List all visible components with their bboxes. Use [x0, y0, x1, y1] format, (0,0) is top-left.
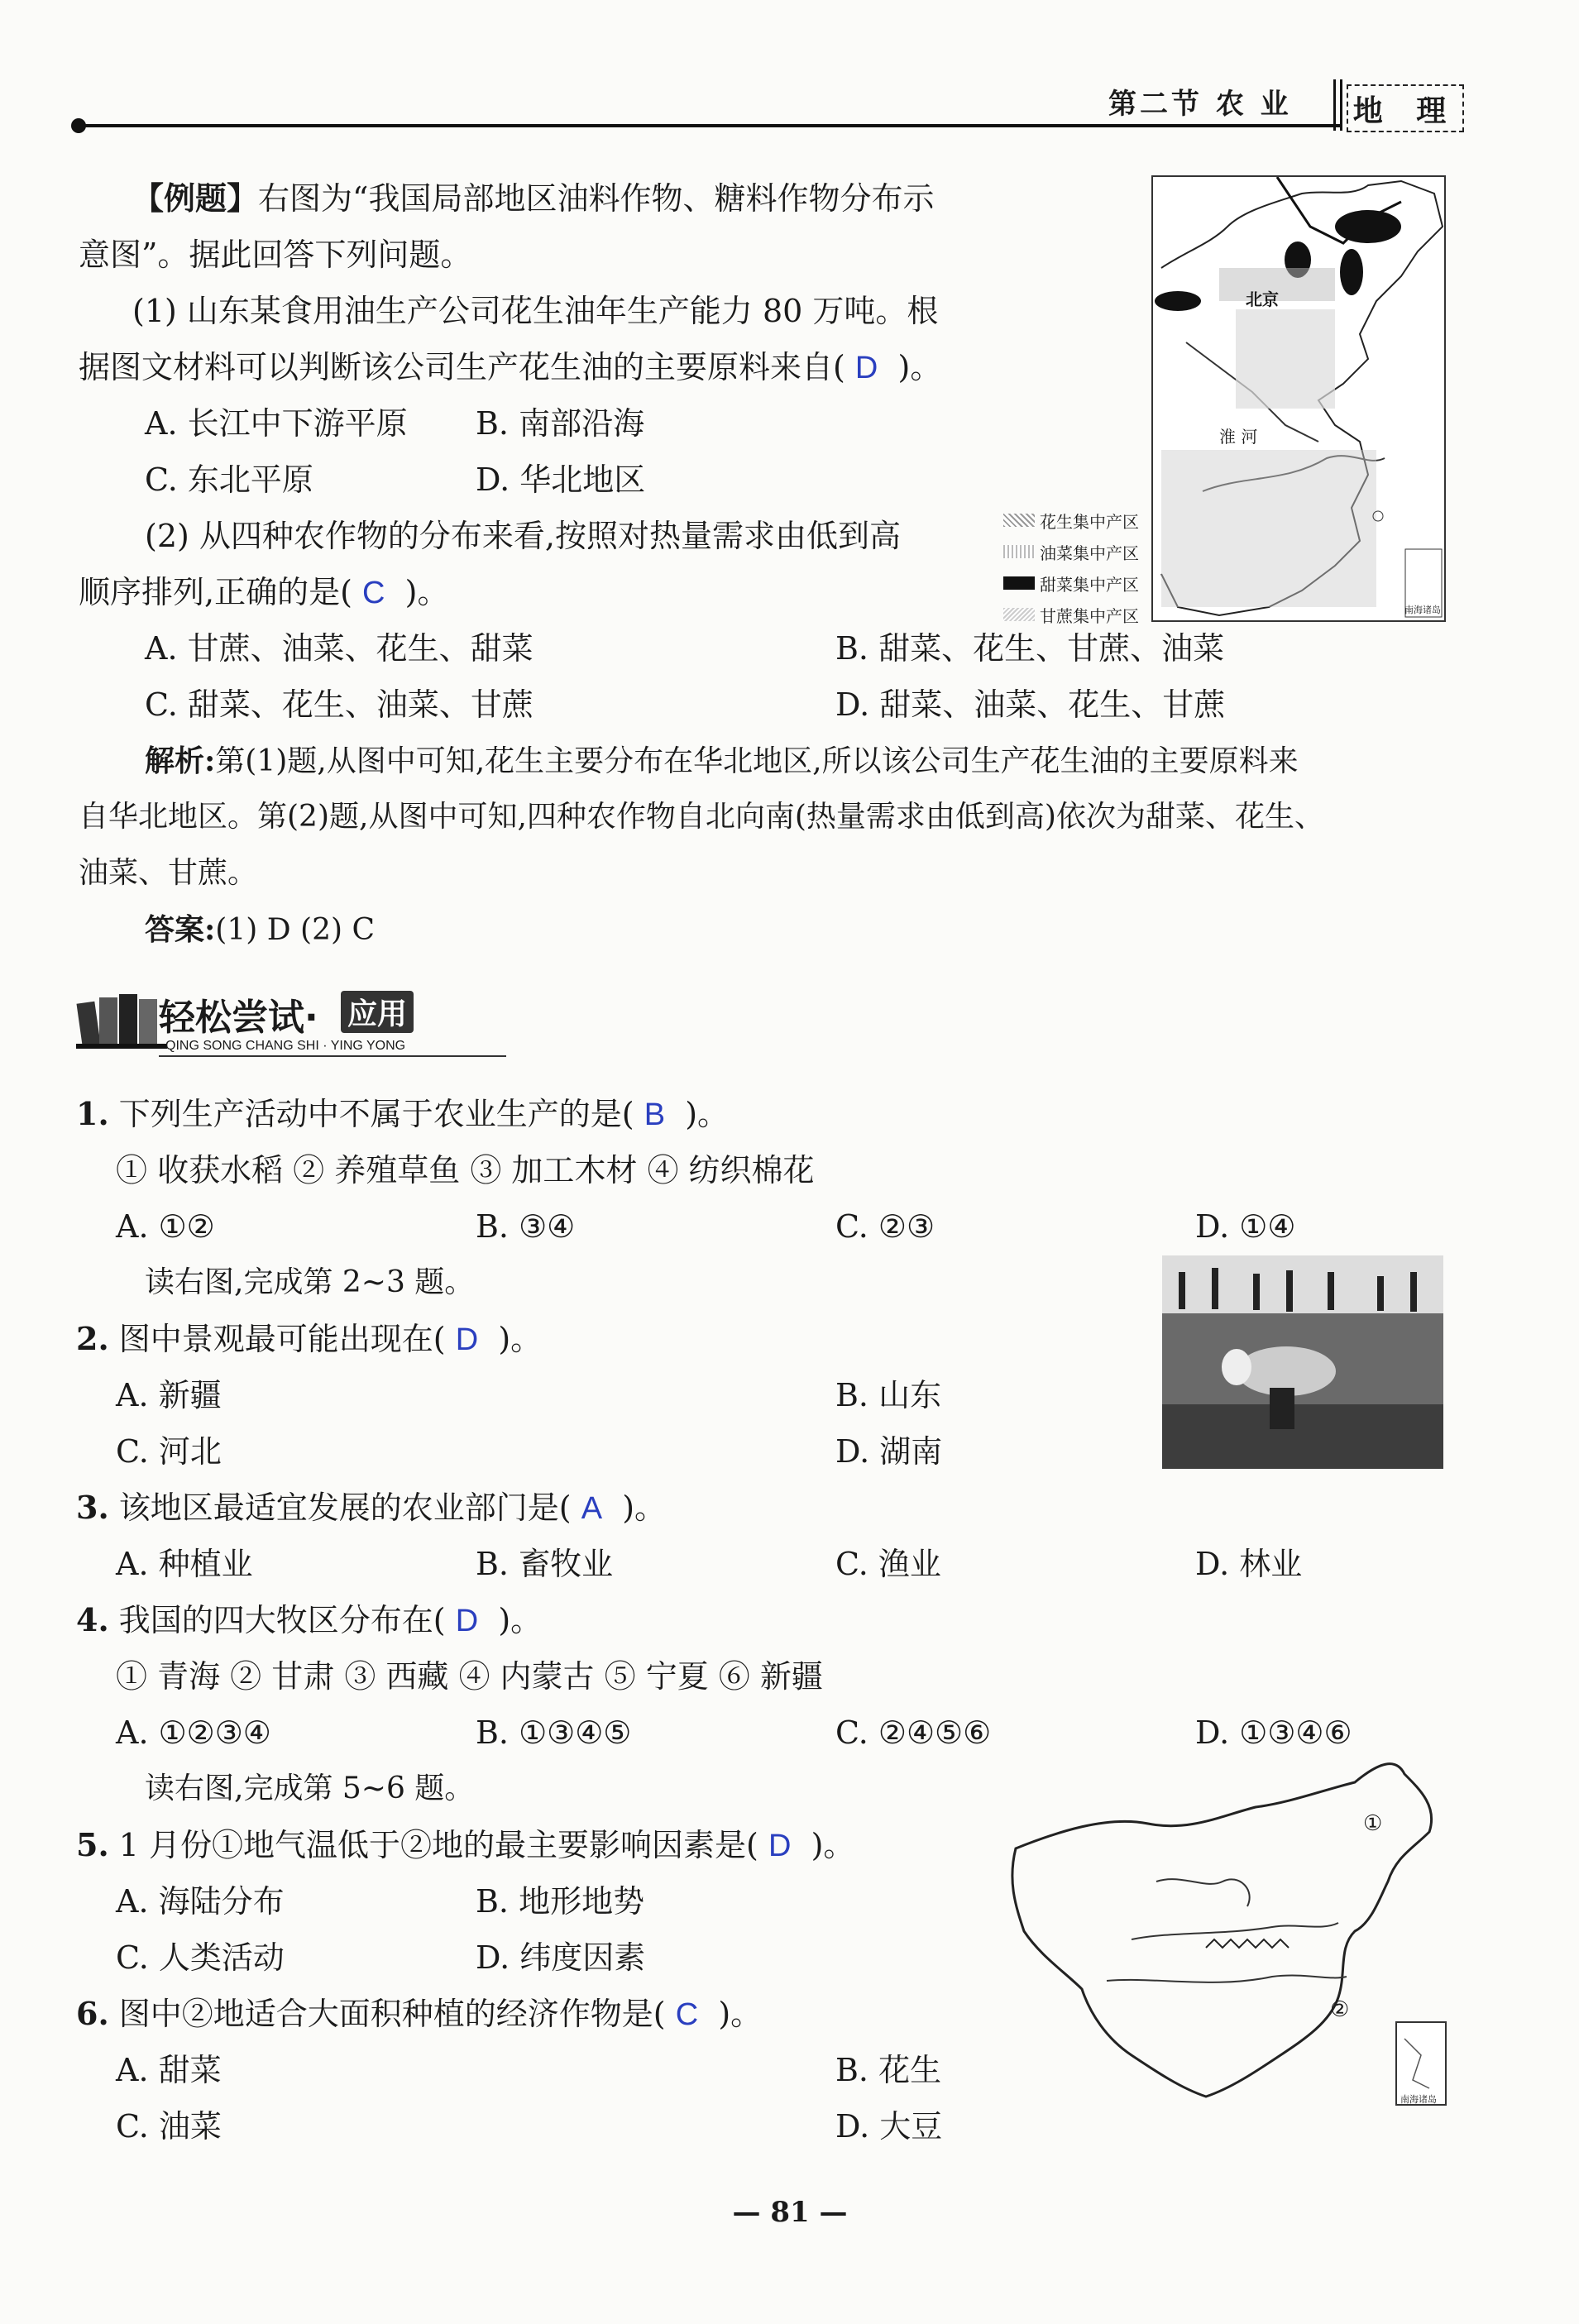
- q4-option-a: A. ①②③④: [116, 1714, 271, 1751]
- map2-point-2: ②: [1330, 1997, 1350, 2022]
- q4-items: ① 青海 ② 甘肃 ③ 西藏 ④ 内蒙古 ⑤ 宁夏 ⑥ 新疆: [116, 1658, 823, 1695]
- q6-option-c: C. 油菜: [116, 2108, 222, 2145]
- example-q1-option-b: B. 南部沿海: [476, 405, 645, 442]
- example-q1-line1: (1) 山东某食用油生产公司花生油年生产能力 80 万吨。根: [132, 293, 939, 329]
- q1-items: ① 收获水稻 ② 养殖草鱼 ③ 加工木材 ④ 纺织棉花: [116, 1152, 815, 1188]
- q5-option-c: C. 人类活动: [116, 1939, 285, 1976]
- inset-label: 南海诸岛: [1404, 605, 1441, 615]
- section-title: 第二节 农 业: [1108, 88, 1292, 121]
- q6-option-b: B. 花生: [835, 2052, 942, 2088]
- header-rule: [74, 124, 1340, 127]
- map2-point-1: ①: [1363, 1811, 1383, 1836]
- note-q2-3: 读右图,完成第 2~3 题。: [145, 1265, 475, 1299]
- legend-beet: 甜菜集中产区: [1040, 574, 1139, 595]
- example-q2-line2: 顺序排列,正确的是( C )。: [79, 574, 449, 610]
- crop-distribution-map: [1151, 175, 1446, 622]
- example-intro-1: 【例题】右图为“我国局部地区油料作物、糖料作物分布示: [132, 179, 935, 217]
- q3-option-a: A. 种植业: [116, 1546, 253, 1582]
- analysis-line-2: 自华北地区。第(2)题,从图中可知,四种农作物自北向南(热量需求由低到高)依次为甜菜、花生、: [79, 800, 1324, 834]
- legend-sugarcane: 甘蔗集中产区: [1040, 605, 1139, 626]
- q1-answer: B: [644, 1097, 666, 1132]
- q6-stem: 6. 图中②地适合大面积种植的经济作物是( C )。: [76, 1995, 763, 2032]
- q2-stem: 2. 图中景观最可能出现在( D )。: [76, 1320, 543, 1357]
- answer-line: 答案:(1) D (2) C: [145, 912, 376, 947]
- q3-option-c: C. 渔业: [835, 1546, 941, 1582]
- q2-option-d: D. 湖南: [835, 1433, 943, 1470]
- q6-option-a: A. 甜菜: [116, 2052, 222, 2088]
- q5-stem: 5. 1 月份①地气温低于②地的最主要影响因素是( D )。: [76, 1826, 855, 1863]
- photo-svg: [1162, 1255, 1443, 1469]
- q5-answer: D: [768, 1829, 792, 1863]
- example-q1-line2: 据图文材料可以判断该公司生产花生油的主要原料来自( D )。: [79, 349, 942, 385]
- q4-option-d: D. ①③④⑥: [1195, 1714, 1352, 1751]
- beijing-label: 北京: [1246, 289, 1279, 309]
- q3-answer: A: [581, 1491, 603, 1526]
- books-icon: [76, 986, 167, 1052]
- legend-rapeseed-swatch: [1003, 545, 1035, 558]
- q5-option-d: D. 纬度因素: [476, 1939, 646, 1976]
- section-banner: [76, 986, 440, 1060]
- q1-option-c: C. ②③: [835, 1208, 935, 1245]
- china-outline-svg: [1007, 1757, 1454, 2121]
- q2-answer: D: [455, 1322, 479, 1357]
- legend-peanut-swatch: [1003, 514, 1035, 527]
- rice-paddy-photo: [1162, 1255, 1443, 1469]
- q3-option-b: B. 畜牧业: [476, 1546, 614, 1582]
- q4-answer: D: [455, 1604, 479, 1638]
- example-q2-answer: C: [362, 576, 385, 610]
- banner-underline: [159, 1055, 506, 1057]
- page-number: — 81 —: [732, 2196, 848, 2229]
- example-q1-option-d: D. 华北地区: [476, 461, 646, 498]
- q6-option-d: D. 大豆: [835, 2108, 943, 2145]
- china-partial-map-svg: [1153, 177, 1444, 620]
- q3-stem: 3. 该地区最适宜发展的农业部门是( A )。: [76, 1489, 667, 1526]
- q3-option-d: D. 林业: [1195, 1546, 1303, 1582]
- q2-option-b: B. 山东: [835, 1377, 942, 1413]
- q5-option-a: A. 海陆分布: [116, 1883, 285, 1920]
- q4-option-c: C. ②④⑤⑥: [835, 1714, 992, 1751]
- legend-sugarcane-swatch: [1003, 608, 1035, 621]
- example-q2-line1: (2) 从四种农作物的分布来看,按照对热量需求由低到高: [145, 518, 901, 554]
- huaihe-label: 淮 河: [1219, 427, 1258, 447]
- q1-stem: 1. 下列生产活动中不属于农业生产的是( B )。: [76, 1095, 730, 1132]
- china-outline-map: [1007, 1757, 1454, 2121]
- example-q1-option-a: A. 长江中下游平原: [145, 405, 408, 442]
- example-q2-option-b: B. 甜菜、花生、甘蔗、油菜: [835, 630, 1225, 667]
- banner-pinyin: QING SONG CHANG SHI · YING YONG: [165, 1039, 406, 1053]
- example-intro-2: 意图”。据此回答下列问题。: [79, 237, 472, 273]
- q1-option-d: D. ①④: [1195, 1208, 1296, 1245]
- header-divider-2: [1340, 79, 1342, 131]
- q4-option-b: B. ①③④⑤: [476, 1714, 632, 1751]
- legend-beet-swatch: [1003, 576, 1035, 590]
- q4-stem: 4. 我国的四大牧区分布在( D )。: [76, 1601, 543, 1638]
- q6-answer: C: [675, 1997, 699, 2032]
- example-q1-answer: D: [854, 351, 878, 385]
- map2-inset-label: 南海诸岛: [1400, 2094, 1437, 2105]
- q5-option-b: B. 地形地势: [476, 1883, 645, 1920]
- example-q2-option-d: D. 甜菜、油菜、花生、甘蔗: [835, 686, 1226, 723]
- map-legend: [1003, 504, 1152, 630]
- subject-label: 地 理: [1347, 84, 1464, 132]
- banner-tag: 应用: [341, 991, 414, 1033]
- note-q5-6: 读右图,完成第 5~6 题。: [145, 1772, 475, 1805]
- example-q1-option-c: C. 东北平原: [145, 461, 313, 498]
- example-q2-option-a: A. 甘蔗、油菜、花生、甜菜: [145, 630, 534, 667]
- analysis-line-1: 解析:第(1)题,从图中可知,花生主要分布在华北地区,所以该公司生产花生油的主要原料来: [145, 744, 1299, 778]
- q1-option-b: B. ③④: [476, 1208, 576, 1245]
- legend-peanut: 花生集中产区: [1040, 511, 1139, 532]
- analysis-line-3: 油菜、甘蔗。: [79, 856, 258, 890]
- example-q2-option-c: C. 甜菜、花生、油菜、甘蔗: [145, 686, 534, 723]
- header-divider: [1333, 79, 1336, 131]
- example-label: 【例题】: [132, 179, 259, 217]
- banner-title: 轻松尝试·: [159, 997, 318, 1039]
- q2-option-a: A. 新疆: [116, 1377, 222, 1413]
- q1-option-a: A. ①②: [116, 1208, 215, 1245]
- legend-rapeseed: 油菜集中产区: [1040, 543, 1139, 563]
- q2-option-c: C. 河北: [116, 1433, 222, 1470]
